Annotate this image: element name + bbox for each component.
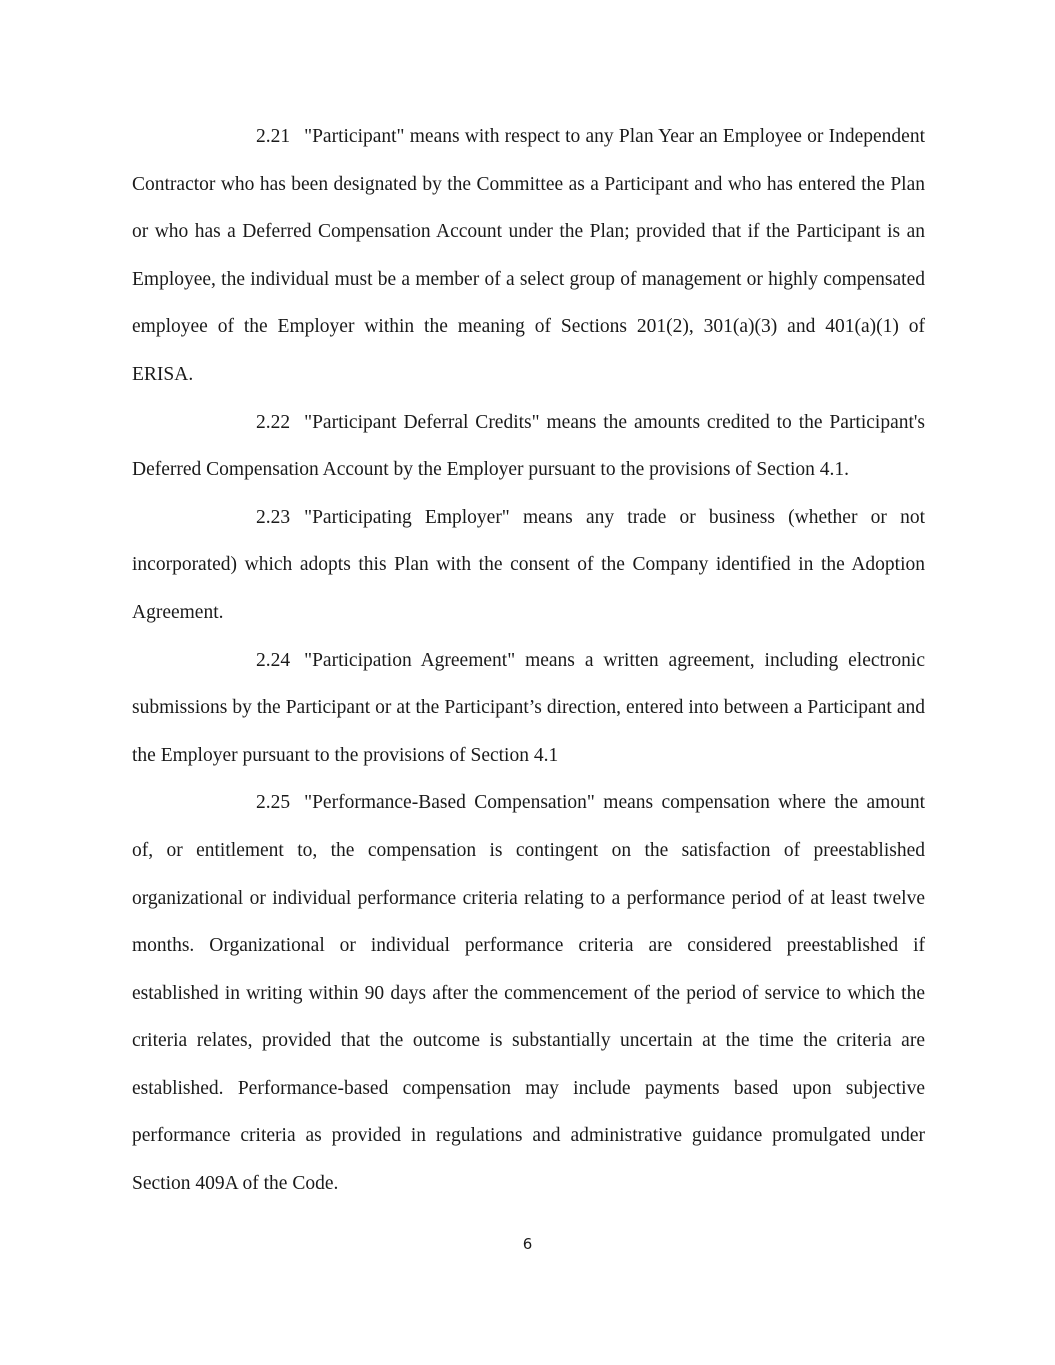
section-text: "Participation Agreement" means a written agreement, including electronic submissions by the Participant or at the Participant’s direction, entered into between a Participant and the Employer pursuant to the provisions of Section 4.1 (132, 649, 925, 766)
section-2-24 (132, 637, 925, 780)
section-number: 2.21 (256, 126, 291, 147)
section-text: "Participating Employer" means any trade or business (whether or not incorporated) which adopts this Plan with the consent of the Company identified in the Adoption Agreement. (132, 506, 925, 623)
section-2-25 (132, 779, 925, 1207)
section-number: 2.23 (256, 506, 291, 528)
section-text: "Performance-Based Compensation" means compensation where the amount of, or entitlement to, the compensation is contingent on the satisfaction of preestablished organizational or individual performance criteria relating to a performance period of at least twelve months. Organizational or individual performance criteria are considered preestablished if established in writing within 90 days after the commencement of the period of service to which the criteria relates, provided that the outcome is substantially uncertain at the time the criteria are established. Performance-based compensation may include payments based upon subjective performance criteria as provided in regulations and administrative guidance promulgated under Section 409A of the Code. (132, 792, 925, 1195)
section-number: 2.24 (256, 649, 291, 671)
section-2-21 (132, 113, 925, 399)
section-number: 2.25 (256, 792, 291, 814)
document-body (132, 113, 925, 1208)
section-2-22 (132, 399, 925, 494)
section-2-23 (132, 494, 925, 637)
page-number: 6 (522, 1235, 533, 1253)
section-text: "Participant" means with respect to any Plan Year an Employee or Independent Contractor who has been designated by the Committee as a Participant and who has entered the Plan or who has a Deferred Compensation Account under the Plan; provided that if the Participant is an Employee, the individual must be a member of a select group of management or highly compensated employee of the Employer within the meaning of Sections 201(2), 301(a)(3) and 401(a)(1) of ERISA. (132, 126, 925, 385)
section-text: "Participant Deferral Credits" means the amounts credited to the Participant's Deferred Compensation Account by the Employer pursuant to the provisions of Section 4.1. (132, 411, 925, 481)
section-number: 2.22 (256, 411, 291, 433)
